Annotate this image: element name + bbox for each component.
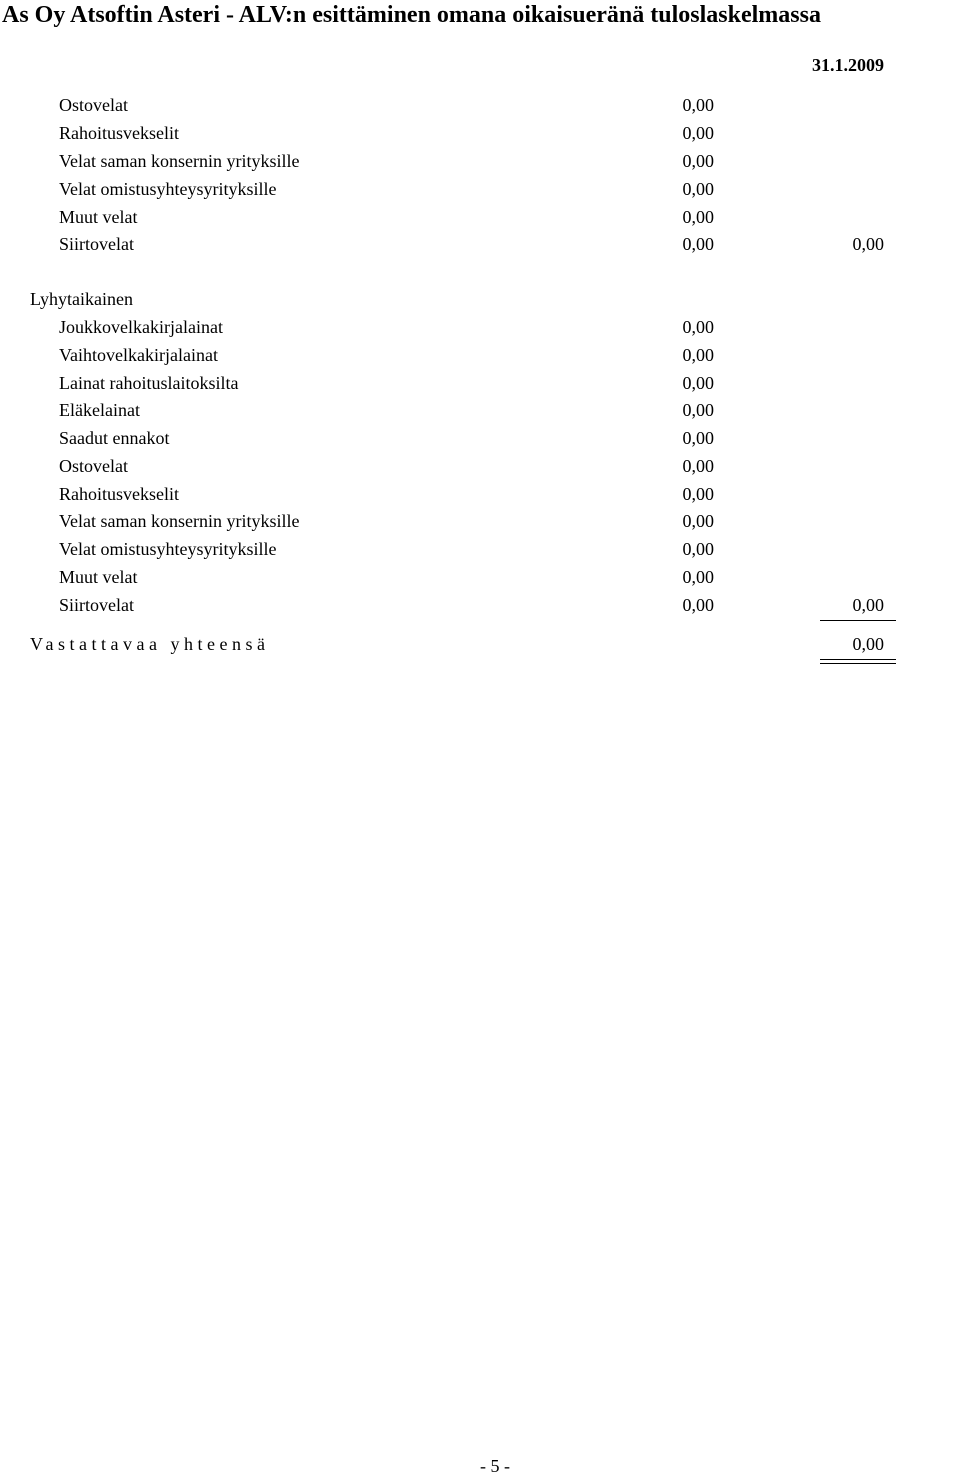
row-label: Rahoitusvekselit bbox=[59, 123, 179, 143]
row-value: 0,00 bbox=[682, 484, 714, 504]
page-number: - 5 - bbox=[480, 1456, 510, 1476]
table-row bbox=[0, 231, 960, 257]
table-row bbox=[0, 342, 960, 368]
row-label: Muut velat bbox=[59, 207, 138, 227]
section-heading-label: Lyhytaikainen bbox=[30, 289, 133, 309]
row-value: 0,00 bbox=[682, 428, 714, 448]
row-label: Muut velat bbox=[59, 567, 138, 587]
report-date: 31.1.2009 bbox=[812, 55, 884, 75]
row-label: Saadut ennakot bbox=[59, 428, 170, 448]
row-value: 0,00 bbox=[682, 373, 714, 393]
table-row bbox=[0, 92, 960, 118]
row-value: 0,00 bbox=[682, 179, 714, 199]
table-row bbox=[0, 508, 960, 534]
table-row bbox=[0, 370, 960, 396]
row-total: 0,00 bbox=[852, 595, 884, 615]
row-value: 0,00 bbox=[682, 345, 714, 365]
row-label: Velat saman konsernin yrityksille bbox=[59, 151, 300, 171]
row-label: Velat saman konsernin yrityksille bbox=[59, 511, 300, 531]
table-row bbox=[0, 592, 960, 618]
row-value: 0,00 bbox=[682, 317, 714, 337]
table-row bbox=[0, 120, 960, 146]
subtotal-underline bbox=[820, 620, 896, 621]
row-label: Velat omistusyhteysyrityksille bbox=[59, 539, 277, 559]
row-value: 0,00 bbox=[682, 511, 714, 531]
row-value: 0,00 bbox=[682, 456, 714, 476]
row-total: 0,00 bbox=[852, 234, 884, 254]
row-value: 0,00 bbox=[682, 567, 714, 587]
table-row bbox=[0, 176, 960, 202]
row-label: Siirtovelat bbox=[59, 595, 134, 615]
row-label: Lainat rahoituslaitoksilta bbox=[59, 373, 239, 393]
section-heading bbox=[0, 286, 960, 312]
row-value: 0,00 bbox=[682, 400, 714, 420]
table-row bbox=[0, 425, 960, 451]
row-value: 0,00 bbox=[682, 123, 714, 143]
row-label: Ostovelat bbox=[59, 456, 128, 476]
row-label: Vaihtovelkakirjalainat bbox=[59, 345, 218, 365]
row-value: 0,00 bbox=[682, 207, 714, 227]
row-label: Siirtovelat bbox=[59, 234, 134, 254]
row-label: Rahoitusvekselit bbox=[59, 484, 179, 504]
row-value: 0,00 bbox=[682, 151, 714, 171]
grand-total-label: Vastattavaa yhteensä bbox=[30, 634, 270, 654]
row-value: 0,00 bbox=[682, 539, 714, 559]
table-row bbox=[0, 536, 960, 562]
row-value: 0,00 bbox=[682, 95, 714, 115]
row-label: Joukkovelkakirjalainat bbox=[59, 317, 223, 337]
table-row bbox=[0, 148, 960, 174]
grand-total-value: 0,00 bbox=[852, 634, 884, 654]
table-row bbox=[0, 314, 960, 340]
grand-total-double-underline bbox=[820, 659, 896, 664]
grand-total-row bbox=[0, 631, 960, 657]
row-label: Ostovelat bbox=[59, 95, 128, 115]
row-value: 0,00 bbox=[682, 595, 714, 615]
table-row bbox=[0, 397, 960, 423]
page-title: As Oy Atsoftin Asteri - ALV:n esittäminen omana oikaisueränä tuloslaskelmassa bbox=[2, 2, 821, 28]
table-row bbox=[0, 204, 960, 230]
row-label: Eläkelainat bbox=[59, 400, 140, 420]
row-value: 0,00 bbox=[682, 234, 714, 254]
table-row bbox=[0, 481, 960, 507]
row-label: Velat omistusyhteysyrityksille bbox=[59, 179, 277, 199]
table-row bbox=[0, 453, 960, 479]
table-row bbox=[0, 564, 960, 590]
